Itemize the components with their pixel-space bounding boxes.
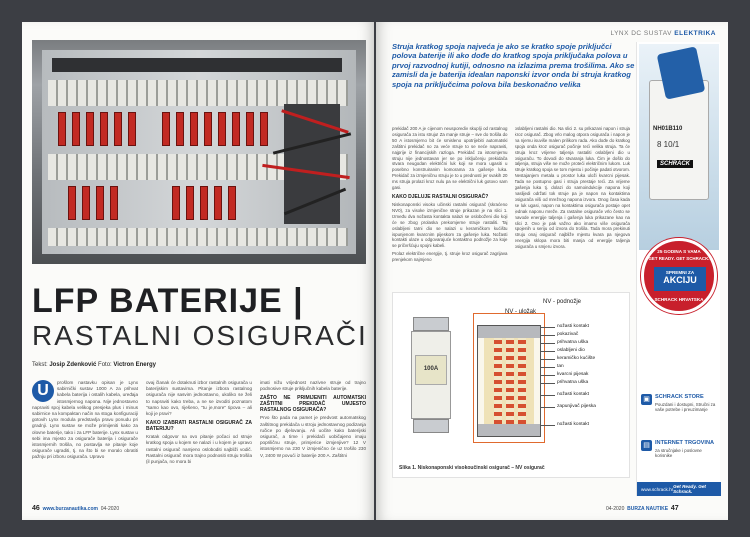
label-nozasti-kontakt-2: nožasti kontakt	[557, 392, 589, 397]
column-2: ovaj članak će dotaknuti izbor rastalnih osigurača u baterijskim sustavima. Pitanje izbora rastalnog osigurača nije sasvim jednostavno, ukoliko se želi to napraviti kako treba, a ne se izvoditi poznatom "samo kao ovo, riješeno, "tu je,more" tipova – ali koji je pravi? KAKO IZABRATI RASTALNI OSIGURAČ ZA BATERIJU? Kratak odgovor na ovo pitanje počaci od struje kratkog spoja u kojem se nalazi i u kojem je upravo rastalni osigurač namjeno osloboditi najbliži vodič. Rastalni osigurač mora trajno podnositi struju trošila (il punjača, no mora bi	[146, 380, 252, 465]
label-kvarcni-pijesak: kvarcni pijesak	[557, 372, 589, 377]
label-nozasti-kontakt: nožasti kontakt	[557, 324, 589, 329]
article-title-line2: RASTALNI OSIGURAČI	[32, 320, 368, 351]
article-title-line1: LFP BATERIJE |	[32, 282, 304, 320]
anniversary-seal: 25 GODINA S VAMA GET READY. GET SCHRACK. SPREMNI ZA AKCIJU SCHRACK HRVATSKA	[641, 238, 717, 314]
label-nozasti-kontakt-3: nožasti kontakt	[557, 422, 589, 427]
circuit-breaker-image	[639, 44, 719, 250]
author: Josip Zdenković	[49, 362, 97, 368]
subheading: ZAŠTO NE PRIMIJENITI AUTOMATSKI ZAŠTITNI PREKIDAČ UMJESTO RASTALNOG OSIGURAČA?	[260, 395, 366, 414]
photo-credit: Victron Energy	[113, 362, 156, 368]
issue: 04-2020	[100, 506, 120, 512]
product-rating: 8 10/1	[657, 140, 680, 149]
label-prihvatna-uska-2: prihvatna uška	[557, 380, 589, 385]
column-1: U prošlom nastavku opisan je Lynx sabirnički sustav 1000 A za prihvat kabela baterija i ostalih kabela, uređaja istosmjernog napona. Nije jednostavno napraviti spoj kabela velikog presjeka plus i minus sabirnice na kompaktan način na stoga konfiguraciji gotovih Lynx modula predstavlja pravu ponudu pri gradnji. Lynx sustav se može primijeniti kako za olovne baterije, tako i za LFP baterije. Lynx sustav u sebi ima mjesto za osigurače baterija i osigurače istosmjernih trošila, no postavlja se pitanje koje osigurače ugraditi, tj. na što bi se moralo obratiti pažnju pri izboru osigurača. Upravo	[32, 380, 138, 460]
page-number: 47	[670, 505, 679, 512]
label-nv-ulozak: NV - uložak	[505, 309, 537, 315]
column-5: oslabljeni rastalni dio. Na slici 2. su prikazani napon i struja kroz osigurač. Zbog vrlo malog otpora osigurača i napon je na njemu isuviše malen prilikom rada. Ako dođe do kratkog spoja onda kroz osigurač počinje teći velika struja. Ta će struja kroz vrijeme taljenja rastaliti oslabljeni dio u osiguraču. To dovodi do stvaranja luka. Čim je došlo do taljenja, struja više ne može proteći električnim lukom. Luk struje kratkog spoja se tom mjestu i počinje padati otvorom. Nestajanjem metala u prostor luka uloži kvarcni pijesak. Tada se postupno gasi i struja prestaje teći. Za vrijeme gašenja luka tj. dolazi do samoindukcije napona koji naslijedi održati tok struje pa je napon na kontaktima osigurača viši od mrežnog napona izvora. Onog časa kada se luk ugasi, napon na kontaktima osigurača postaje opet jednak naponu mreže. Za rastalne osigurače vrlo često se navode energije taljenja i gašenja luka prikazane kao na slici 2. Ovo je pak važno ako imamo više osigurača spojenih u seriju od izvora do trošila. Tada mora prekinuti struju onaj osigurač najbliže mjestu kvara pa njegova energija sklopa mora biti manja od energije taljenja osigurača u smjeru izvora.	[514, 126, 630, 250]
monitor-icon: ▤	[641, 440, 652, 451]
fuse-cutaway	[477, 325, 541, 437]
label-keramicko-kuciste: keramičko kućište	[557, 356, 596, 361]
ad-slogan: Get Ready. Get Schrack.	[673, 484, 706, 494]
label-prihvatna-uska: prihvatna uška	[557, 340, 589, 345]
label-pokazivac: pokazivač	[557, 332, 579, 337]
cart-icon: ▣	[641, 394, 652, 405]
drop-cap: U	[32, 380, 54, 402]
label-oslabljeni-dio: oslabljeni dio	[557, 348, 585, 353]
ad-site-link[interactable]: www.schrack.hr	[641, 486, 674, 492]
product-code: NH01B110	[653, 126, 683, 132]
left-footer	[32, 505, 119, 512]
fuse-diagram	[392, 292, 630, 478]
ad-footer	[637, 482, 721, 496]
page-number: 46	[32, 505, 40, 512]
byline: Tekst: Josip Zdenković Foto: Victron Energy	[32, 362, 156, 368]
label-zapunjivac-pijeska: zapunjivač pijeska	[557, 404, 596, 409]
figure-caption: Slika 1. Niskonaponski visokoučinski osigurač – NV osigurač	[399, 465, 545, 471]
online-store-block: ▤ INTERNET TRGOVINA za stručnjake i poslovne korisnike	[641, 440, 717, 459]
nv-fuse-illustration	[407, 317, 455, 435]
label-nv-podnozje: NV - podnožje	[543, 299, 582, 305]
brand-strip: SCHRACK	[657, 160, 693, 168]
right-footer	[606, 505, 679, 512]
schrack-advert[interactable]	[636, 42, 720, 496]
fuse-rating: 100A	[423, 366, 439, 372]
fuse-panel-photo	[32, 40, 366, 264]
running-head: LYNX DC SUSTAV ELEKTRIKA	[610, 30, 716, 37]
subheading: KAKO IZABRATI RASTALNI OSIGURAČ ZA BATERIJU?	[146, 420, 252, 433]
subheading: KAKO DJELUJE RASTALNI OSIGURAČ?	[392, 193, 489, 200]
right-page	[376, 22, 728, 520]
column-3: imati nižu vrijednost nazivne struje od trajno podnosive struje priključnih kabela baterije. ZAŠTO NE PRIMIJENITI AUTOMATSKI ZAŠTITNI PREKIDAČ UMJESTO RASTALNOG OSIGURAČA? Prvo što pada na pamet je predvost automatskog zaštitnog prekidača u stroju jednostavnog podizanja ručice po djelovanju. Ali uočite kako baterijski osigurač, a time i prekidači uobičajeno imaju popriličnu struje, primjerice izmjenjive? 12 V istosmjerno na 230 V izmjenično će uz trošilo 230 V, 2400 W povući iz baterije 200 A. Zaštitni	[260, 380, 366, 458]
site-link[interactable]: www.burzanautika.com	[42, 506, 98, 512]
article-columns-left	[32, 380, 366, 504]
magazine-name: BURZA NAUTIKE	[627, 506, 669, 512]
issue: 04-2020	[606, 506, 625, 512]
left-page	[22, 22, 374, 520]
column-4: prekidač 200 A je cijenom neusporediv skuplji od rastalnog osigurača za istu struju! Za manje struje – sve do trošila do 50 A istosmjerno bit će smisleno upotrijebiti automatski zaštitni prekidač no za veće struje to se neće napraviti, najprije iz financijskih razloga. Prekidač za istosmjernu struju nije jednostavan jer se po isključenju prekidača stvara neugodan električni luk koji se mora ugasiti u posebno konstruiranim komorama za gašenje luka. Prekidač za izmjeničnu struju je to u prednosti jer svakih 20 ms struja prolazi kroz nulu pa se električni luk gotovo sam gasi. KAKO DJELUJE RASTALNI OSIGURAČ? Niskonaponski visoko učinski rastalni osigurač (skraćeno NV0), za visoke izmjenične struje prikazan je na slici 1. Između dva nožasta kontakta nalazi se osloboženi dio koji će se zbog prolaska prekomjerne struje rastaliti. Taj oslabljeni taIni dio se nalazi u keramičkom kućištu ispunjenom kvarcnim pijeskom za gašenje luka. Nožasti kontakti ulaze u odgovarajuće kontaktno podnožje za koje se pričvršćuju spojni kabeli. Prolaz električne energije, tj. struje kroz osigurač zagrijava prenjekom najmjeno	[392, 126, 508, 263]
pull-quote: Struja kratkog spoja najveća je ako se kratko spoje priključci polova baterije ili ako dođe do kratkog spoja priključaka polova u prvoj razvodnoj kutiji, odnosno na izlazima prema trošilima. Ako se zamisli da je baterija idealan naponski izvor onda bi struja kratkog spoja na priključcima polova bila beskonačno velika	[392, 42, 635, 89]
store-block: ▣ SCHRACK STORE Pouzdani i dostupni, Stručni za vaše potrebe i preuzimanje	[641, 394, 717, 413]
label-tan: tan	[557, 364, 564, 369]
